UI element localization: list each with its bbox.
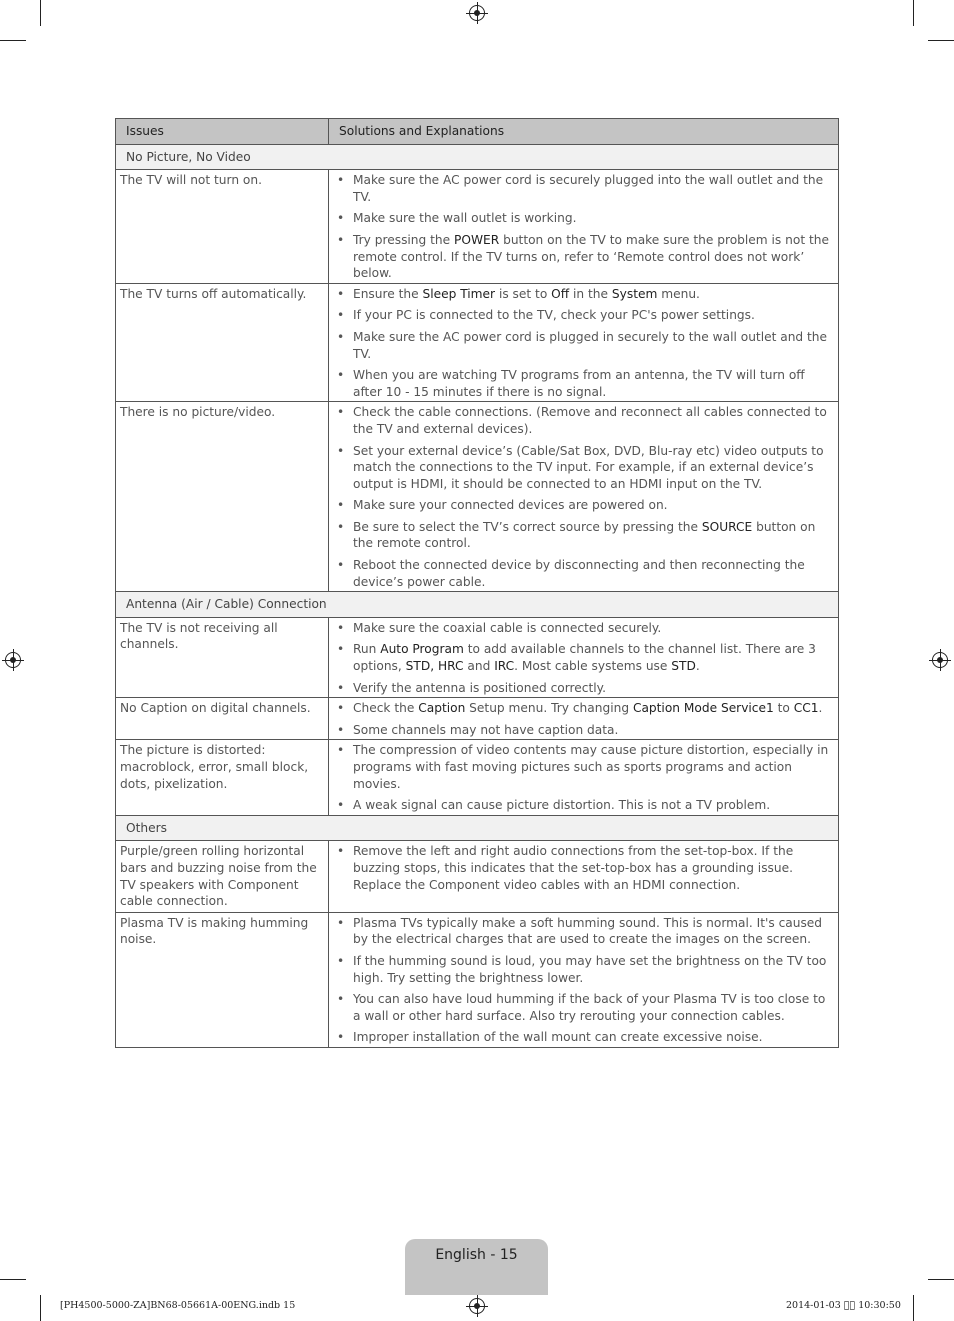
solutions-list (337, 915, 834, 1046)
solutions-cell (329, 841, 839, 912)
list-item: • The compression of video contents may cause picture distortion, especially in programs with fast moving pictures such as sports programs and action movies. (337, 742, 834, 792)
list-item: • Make sure the AC power cord is plugged in securely to the wall outlet and the TV. (337, 329, 834, 362)
list-item: • Set your external device’s (Cable/Sat Box, DVD, Blu-ray etc) video outputs to match the connections to the TV input. For example, if an external device’s output is HDMI, it should be connected to an HDMI input on the TV. (337, 443, 834, 493)
list-item: • Verify the antenna is positioned correctly. (337, 680, 834, 697)
table-body (116, 144, 839, 1047)
column-header-issues: Issues (116, 119, 329, 145)
page-number: English - 15 (405, 1239, 548, 1295)
highlighted-term: Off (551, 286, 570, 301)
footer-file-info: [PH4500-5000-ZA]BN68-05661A-00ENG.indb 15 (60, 1300, 296, 1311)
list-item: • Ensure the Sleep Timer is set to Off in the System menu. (337, 286, 834, 303)
section-title: Others (116, 815, 839, 841)
highlighted-term: Sleep Timer (422, 286, 496, 301)
highlighted-term: Caption (418, 701, 466, 716)
solutions-list (337, 700, 834, 738)
section-title: Antenna (Air / Cable) Connection (116, 592, 839, 618)
list-item: • Check the cable connections. (Remove and reconnect all cables connected to the TV and external devices). (337, 404, 834, 437)
solutions-list (337, 286, 834, 401)
crop-mark (40, 1295, 41, 1321)
issue-cell: Plasma TV is making humming noise. (116, 912, 329, 1047)
list-item: • Make sure the AC power cord is securely plugged into the wall outlet and the TV. (337, 172, 834, 205)
crop-mark (0, 1279, 26, 1280)
list-item: • If your PC is connected to the TV, check your PC's power settings. (337, 307, 834, 324)
issue-cell: The picture is distorted: macroblock, error, small block, dots, pixelization. (116, 740, 329, 815)
column-header-solutions: Solutions and Explanations (329, 119, 839, 145)
registration-mark-icon (469, 1298, 485, 1314)
troubleshooting-table (115, 118, 839, 1048)
issue-cell: There is no picture/video. (116, 402, 329, 592)
solutions-cell (329, 740, 839, 815)
registration-mark-icon (469, 5, 485, 21)
table-row (116, 170, 839, 284)
footer-timestamp: 2014-01-03 ￿￿ 10:30:50 (786, 1300, 901, 1311)
list-item: • A weak signal can cause picture distortion. This is not a TV problem. (337, 797, 834, 814)
highlighted-term: Caption Mode Service1 (632, 701, 774, 716)
highlighted-term: POWER (454, 232, 500, 247)
list-item: • Plasma TVs typically make a soft humming sound. This is normal. It's caused by the electrical charges that are used to create the images on the screen. (337, 915, 834, 948)
section-header-row (116, 592, 839, 618)
list-item: • Make sure your connected devices are powered on. (337, 497, 834, 514)
issue-cell: The TV will not turn on. (116, 170, 329, 284)
highlighted-term: SOURCE (701, 519, 753, 534)
section-title: No Picture, No Video (116, 144, 839, 170)
issue-cell: The TV is not receiving all channels. (116, 617, 329, 697)
solutions-cell (329, 617, 839, 697)
issue-cell: No Caption on digital channels. (116, 698, 329, 740)
table-row (116, 912, 839, 1047)
crop-mark (0, 40, 26, 41)
list-item: • When you are watching TV programs from an antenna, the TV will turn off after 10 - 15 minutes if there is no signal. (337, 367, 834, 400)
table-row (116, 402, 839, 592)
highlighted-term: Auto Program (380, 642, 464, 657)
table-header-row (116, 119, 839, 145)
solutions-cell (329, 402, 839, 592)
list-item: • Be sure to select the TV’s correct source by pressing the SOURCE button on the remote control. (337, 519, 834, 552)
list-item: • Remove the left and right audio connections from the set-top-box. If the buzzing stops, this indicates that the set-top-box has a grounding issue. Replace the Component video cables with an HDMI connection. (337, 843, 834, 893)
solutions-list (337, 742, 834, 813)
list-item: • Improper installation of the wall mount can create excessive noise. (337, 1029, 834, 1046)
highlighted-term: IRC (494, 659, 515, 674)
issue-cell: The TV turns off automatically. (116, 283, 329, 402)
list-item: • Make sure the wall outlet is working. (337, 210, 834, 227)
section-header-row (116, 144, 839, 170)
issue-cell: Purple/green rolling horizontal bars and buzzing noise from the TV speakers with Component cable connection. (116, 841, 329, 912)
solutions-cell (329, 170, 839, 284)
crop-mark (913, 0, 914, 26)
solutions-cell (329, 912, 839, 1047)
table-row (116, 617, 839, 697)
list-item: • You can also have loud humming if the back of your Plasma TV is too close to a wall or other hard surface. Also try rerouting your connection cables. (337, 991, 834, 1024)
crop-mark (928, 1279, 954, 1280)
section-header-row (116, 815, 839, 841)
crop-mark (913, 1295, 914, 1321)
solutions-cell (329, 283, 839, 402)
table-row (116, 841, 839, 912)
list-item: • Check the Caption Setup menu. Try changing Caption Mode Service1 to CC1. (337, 700, 834, 717)
solutions-cell (329, 698, 839, 740)
solutions-list (337, 620, 834, 696)
list-item: • Some channels may not have caption data. (337, 722, 834, 739)
crop-mark (40, 0, 41, 26)
list-item: • If the humming sound is loud, you may have set the brightness on the TV too high. Try setting the brightness lower. (337, 953, 834, 986)
table-row (116, 283, 839, 402)
solutions-list (337, 843, 834, 893)
highlighted-term: STD, HRC (405, 659, 464, 674)
list-item: • Make sure the coaxial cable is connected securely. (337, 620, 834, 637)
registration-mark-icon (5, 652, 21, 668)
list-item: • Try pressing the POWER button on the TV to make sure the problem is not the remote control. If the TV turns on, refer to ‘Remote control does not work’ below. (337, 232, 834, 282)
crop-mark (928, 40, 954, 41)
table-row (116, 698, 839, 740)
highlighted-term: System (611, 286, 658, 301)
table-row (116, 740, 839, 815)
highlighted-term: STD (671, 659, 696, 674)
solutions-list (337, 172, 834, 282)
highlighted-term: CC1 (793, 701, 819, 716)
registration-mark-icon (932, 652, 948, 668)
list-item: • Run Auto Program to add available channels to the channel list. There are 3 options, STD, HRC and IRC. Most cable systems use STD. (337, 641, 834, 674)
list-item: • Reboot the connected device by disconnecting and then reconnecting the device’s power cable. (337, 557, 834, 590)
solutions-list (337, 404, 834, 590)
